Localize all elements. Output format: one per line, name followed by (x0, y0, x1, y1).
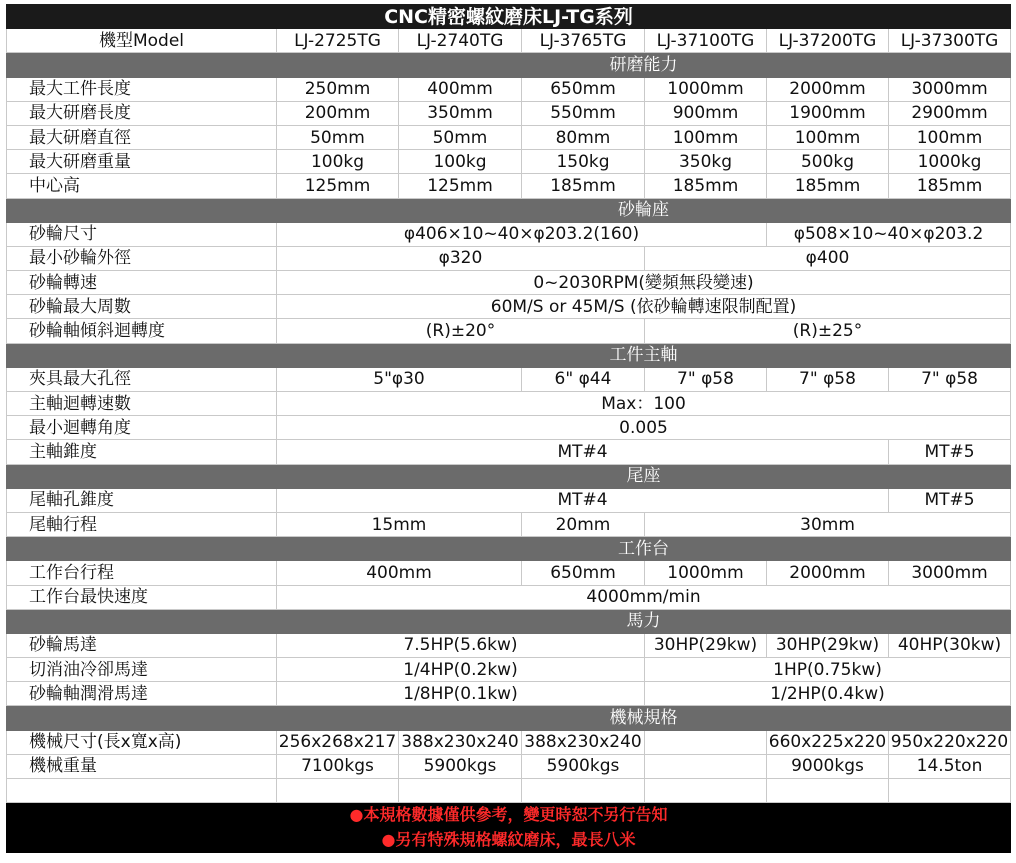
value-cell: 1000kg (889, 150, 1011, 174)
value-cell: 1900mm (767, 101, 889, 125)
value-cell: MT#4 (277, 440, 889, 464)
value-cell: 9000kgs (767, 754, 889, 778)
value-cell: 256x268x217 (277, 730, 399, 754)
spec-row (7, 125, 1011, 149)
value-cell: 40HP(30kw) (889, 633, 1011, 657)
value-cell: 500kg (767, 150, 889, 174)
value-cell: 80mm (522, 125, 645, 149)
row-label: 工作台最快速度 (7, 585, 277, 609)
value-cell: 125mm (277, 174, 399, 198)
row-label: 砂輪軸傾斜迴轉度 (7, 319, 277, 343)
spec-row (7, 77, 1011, 101)
section-title: 機械規格 (277, 706, 1011, 730)
model-header-row (7, 29, 1011, 53)
value-cell: 7" φ58 (889, 367, 1011, 391)
value-cell: 1000mm (645, 77, 767, 101)
value-cell: Max：100 (277, 392, 1011, 416)
value-cell: 7" φ58 (645, 367, 767, 391)
value-cell: 2000mm (767, 561, 889, 585)
value-cell (645, 754, 767, 778)
value-cell (645, 730, 767, 754)
value-cell: 100mm (767, 125, 889, 149)
value-cell: φ320 (277, 246, 645, 270)
value-cell: 650mm (522, 77, 645, 101)
spec-row (7, 754, 1011, 778)
value-cell: 950x220x220 (889, 730, 1011, 754)
section-title: 工件主軸 (277, 343, 1011, 367)
value-cell: 3000mm (889, 561, 1011, 585)
value-cell: MT#4 (277, 488, 889, 512)
value-cell: φ508×10~40×φ203.2 (767, 222, 1011, 246)
value-cell: 388x230x240 (399, 730, 522, 754)
spec-row (7, 271, 1011, 295)
value-cell: 60M/S or 45M/S (依砂輪轉速限制配置) (277, 295, 1011, 319)
value-cell: 50mm (277, 125, 399, 149)
section-header (7, 609, 1011, 633)
value-cell: 900mm (645, 101, 767, 125)
section-title: 研磨能力 (277, 53, 1011, 77)
value-cell: 1000mm (645, 561, 767, 585)
section-header (7, 706, 1011, 730)
row-label: 工作台行程 (7, 561, 277, 585)
title-row (7, 5, 1011, 29)
value-cell: 30HP(29kw) (645, 633, 767, 657)
value-cell: 7" φ58 (767, 367, 889, 391)
row-label: 夾具最大孔徑 (7, 367, 277, 391)
value-cell: (R)±25° (645, 319, 1011, 343)
spec-table (6, 4, 1011, 853)
value-cell: 1/2HP(0.4kw) (645, 682, 1011, 706)
value-cell: MT#5 (889, 440, 1011, 464)
spec-row (7, 682, 1011, 706)
spec-row (7, 319, 1011, 343)
spec-row (7, 295, 1011, 319)
value-cell: 1/8HP(0.1kw) (277, 682, 645, 706)
value-cell: 2000mm (767, 77, 889, 101)
footer-row (7, 828, 1011, 853)
value-cell: 185mm (645, 174, 767, 198)
value-cell: MT#5 (889, 488, 1011, 512)
value-cell: 100kg (277, 150, 399, 174)
value-cell: 660x225x220 (767, 730, 889, 754)
value-cell: 350mm (399, 101, 522, 125)
row-label: 尾軸孔錐度 (7, 488, 277, 512)
section-title: 砂輪座 (277, 198, 1011, 222)
footer-note: ●另有特殊規格螺紋磨床，最長八米 (7, 828, 1011, 853)
section-title: 尾座 (277, 464, 1011, 488)
spec-row (7, 585, 1011, 609)
value-cell: 100mm (645, 125, 767, 149)
spec-row (7, 512, 1011, 536)
spec-row (7, 633, 1011, 657)
value-cell: 650mm (522, 561, 645, 585)
value-cell: 400mm (277, 561, 522, 585)
spec-row (7, 416, 1011, 440)
section-header (7, 464, 1011, 488)
section-header (7, 53, 1011, 77)
row-label: 砂輪尺寸 (7, 222, 277, 246)
value-cell: 185mm (522, 174, 645, 198)
footer-note: ●本規格數據僅供參考，變更時恕不另行告知 (7, 803, 1011, 828)
model-cell: LJ-37100TG (645, 29, 767, 53)
model-cell: LJ-37200TG (767, 29, 889, 53)
value-cell: 7100kgs (277, 754, 399, 778)
value-cell: 150kg (522, 150, 645, 174)
value-cell: 0.005 (277, 416, 1011, 440)
page-title: CNC精密螺紋磨床LJ-TG系列 (7, 5, 1011, 29)
value-cell: 15mm (277, 512, 522, 536)
value-cell: 400mm (399, 77, 522, 101)
value-cell: φ406×10~40×φ203.2(160) (277, 222, 767, 246)
row-label: 尾軸行程 (7, 512, 277, 536)
value-cell: 20mm (522, 512, 645, 536)
value-cell: 1/4HP(0.2kw) (277, 658, 645, 682)
row-label: 中心高 (7, 174, 277, 198)
section-header (7, 343, 1011, 367)
model-cell: LJ-2740TG (399, 29, 522, 53)
row-label: 砂輪最大周數 (7, 295, 277, 319)
value-cell: 5900kgs (522, 754, 645, 778)
value-cell: 0~2030RPM(變頻無段變速) (277, 271, 1011, 295)
value-cell: 30HP(29kw) (767, 633, 889, 657)
row-label: 砂輪馬達 (7, 633, 277, 657)
blank-row (7, 779, 1011, 803)
spec-row (7, 246, 1011, 270)
value-cell: 6" φ44 (522, 367, 645, 391)
row-label: 最大研磨直徑 (7, 125, 277, 149)
value-cell: 3000mm (889, 77, 1011, 101)
row-label: 最小砂輪外徑 (7, 246, 277, 270)
footer-row (7, 803, 1011, 828)
row-label: 砂輪軸潤滑馬達 (7, 682, 277, 706)
row-label: 主軸迴轉速數 (7, 392, 277, 416)
row-label: 最小迴轉角度 (7, 416, 277, 440)
row-label: 機械尺寸(長x寬x高) (7, 730, 277, 754)
value-cell: 50mm (399, 125, 522, 149)
model-cell: LJ-37300TG (889, 29, 1011, 53)
value-cell: 388x230x240 (522, 730, 645, 754)
row-label: 最大研磨重量 (7, 150, 277, 174)
value-cell: 185mm (889, 174, 1011, 198)
value-cell: 5"φ30 (277, 367, 522, 391)
value-cell: 250mm (277, 77, 399, 101)
value-cell: 2900mm (889, 101, 1011, 125)
row-label: 主軸錐度 (7, 440, 277, 464)
spec-row (7, 488, 1011, 512)
value-cell: 100mm (889, 125, 1011, 149)
spec-row (7, 101, 1011, 125)
model-cell: LJ-3765TG (522, 29, 645, 53)
model-header-label: 機型Model (7, 29, 277, 53)
spec-row (7, 561, 1011, 585)
row-label: 機械重量 (7, 754, 277, 778)
value-cell: 30mm (645, 512, 1011, 536)
value-cell: 200mm (277, 101, 399, 125)
spec-row (7, 222, 1011, 246)
value-cell: 7.5HP(5.6kw) (277, 633, 645, 657)
spec-row (7, 392, 1011, 416)
value-cell: 14.5ton (889, 754, 1011, 778)
spec-row (7, 658, 1011, 682)
value-cell: φ400 (645, 246, 1011, 270)
value-cell: 1HP(0.75kw) (645, 658, 1011, 682)
section-header (7, 198, 1011, 222)
value-cell: 550mm (522, 101, 645, 125)
spec-row (7, 367, 1011, 391)
row-label: 最大研磨長度 (7, 101, 277, 125)
spec-row (7, 174, 1011, 198)
section-header (7, 537, 1011, 561)
value-cell: 185mm (767, 174, 889, 198)
model-cell: LJ-2725TG (277, 29, 399, 53)
spec-row (7, 150, 1011, 174)
spec-row (7, 440, 1011, 464)
row-label: 切消油冷卻馬達 (7, 658, 277, 682)
row-label: 砂輪轉速 (7, 271, 277, 295)
row-label: 最大工件長度 (7, 77, 277, 101)
value-cell: 125mm (399, 174, 522, 198)
value-cell: 100kg (399, 150, 522, 174)
section-title: 馬力 (277, 609, 1011, 633)
value-cell: (R)±20° (277, 319, 645, 343)
value-cell: 4000mm/min (277, 585, 1011, 609)
value-cell: 5900kgs (399, 754, 522, 778)
section-title: 工作台 (277, 537, 1011, 561)
value-cell: 350kg (645, 150, 767, 174)
spec-row (7, 730, 1011, 754)
